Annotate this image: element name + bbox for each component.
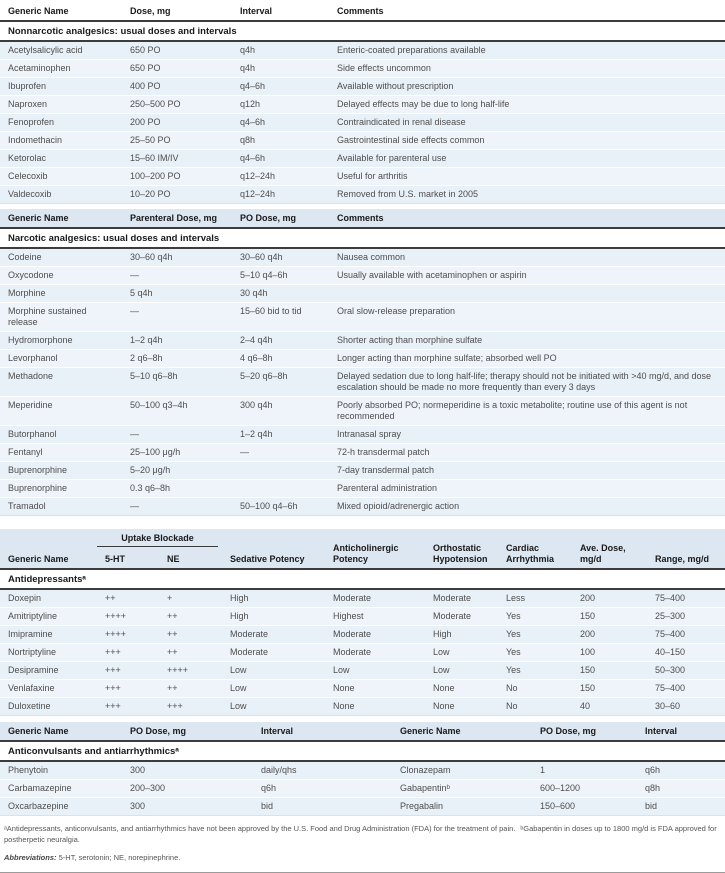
table-cell: 50–100 q3–4h — [122, 397, 232, 426]
table-cell: +++ — [97, 662, 159, 680]
table-cell: 2 q6–8h — [122, 350, 232, 368]
section-header-antidepressants: Antidepressantsᵃ — [0, 569, 725, 589]
drug-name-cell: Phenytoin — [0, 761, 122, 780]
table-cell: 40–150 — [647, 644, 725, 662]
drug-name-cell: Valdecoxib — [0, 186, 122, 204]
table-cell: ++ — [159, 644, 222, 662]
column-group-header-uptake-blockade — [97, 529, 222, 550]
table-row — [0, 285, 725, 303]
column-header-row — [0, 2, 725, 21]
table-cell: Delayed sedation due to long half-life; therapy should not be initiated with >40 mg/d, and dose escalation should be made no more frequently than every 3 days — [329, 368, 725, 397]
table-cell: 15–60 bid to tid — [232, 303, 329, 332]
drug-name-cell: Amitriptyline — [0, 608, 97, 626]
table-cell — [232, 462, 329, 480]
antidepressant-rows — [0, 589, 725, 716]
column-header-generic-name-right: Generic Name — [392, 722, 532, 741]
table-cell: 5–10 q6–8h — [122, 368, 232, 397]
table-row — [0, 644, 725, 662]
table-cell: 30 q4h — [232, 285, 329, 303]
table-cell: 150 — [572, 608, 647, 626]
table-cell: 75–400 — [647, 626, 725, 644]
drug-name-cell: Morphine — [0, 285, 122, 303]
table-row — [0, 798, 725, 816]
footnotes — [4, 823, 719, 845]
nonnarcotic-analgesics-table — [0, 2, 725, 204]
table-cell: None — [325, 698, 425, 716]
table-cell: 25–300 — [647, 608, 725, 626]
table-cell: 200 — [572, 626, 647, 644]
table-cell — [329, 285, 725, 303]
table-cell: 15–60 IM/IV — [122, 150, 232, 168]
table-cell: 300 — [122, 761, 253, 780]
table-cell: Less — [498, 589, 572, 608]
column-header-row — [0, 209, 725, 228]
table-row — [0, 444, 725, 462]
table-cell: Moderate — [325, 644, 425, 662]
table-cell: 100 — [572, 644, 647, 662]
section-header-row — [0, 21, 725, 41]
drug-name-cell: Indomethacin — [0, 132, 122, 150]
table-cell: ++ — [159, 608, 222, 626]
section-header-row — [0, 569, 725, 589]
table-cell: — — [232, 444, 329, 462]
table-cell: q12–24h — [232, 186, 329, 204]
table-cell: 1–2 q4h — [232, 426, 329, 444]
section-header-anticonvulsants: Anticonvulsants and antiarrhythmicsᵃ — [0, 741, 725, 761]
table-cell: Useful for arthritis — [329, 168, 725, 186]
table-cell: Available without prescription — [329, 78, 725, 96]
table-cell: q12h — [232, 96, 329, 114]
table-cell: 25–100 μg/h — [122, 444, 232, 462]
table-cell: q6h — [637, 761, 725, 780]
table-cell: +++ — [97, 644, 159, 662]
column-header-po-dose-right: PO Dose, mg — [532, 722, 637, 741]
table-row — [0, 498, 725, 516]
column-header-generic-name: Generic Name — [0, 209, 122, 228]
table-row — [0, 426, 725, 444]
table-cell: Delayed effects may be due to long half-life — [329, 96, 725, 114]
table-cell: bid — [637, 798, 725, 816]
column-header-comments: Comments — [329, 209, 725, 228]
abbreviations-text: 5-HT, serotonin; NE, norepinephrine. — [58, 853, 181, 862]
table-row — [0, 96, 725, 114]
table-cell: 600–1200 — [532, 780, 637, 798]
table-cell: q4–6h — [232, 150, 329, 168]
table-cell: 400 PO — [122, 78, 232, 96]
table-cell: — — [122, 267, 232, 285]
drug-name-cell: Acetaminophen — [0, 60, 122, 78]
table-row — [0, 248, 725, 267]
column-header-interval-right: Interval — [637, 722, 725, 741]
table-cell: 200–300 — [122, 780, 253, 798]
table-cell: 75–400 — [647, 680, 725, 698]
table-cell: q8h — [232, 132, 329, 150]
drug-name-cell: Tramadol — [0, 498, 122, 516]
table-cell: High — [425, 626, 498, 644]
table-cell: Highest — [325, 608, 425, 626]
table-cell: 25–50 PO — [122, 132, 232, 150]
table-cell: 250–500 PO — [122, 96, 232, 114]
table-cell: Usually available with acetaminophen or aspirin — [329, 267, 725, 285]
column-header-po-dose: PO Dose, mg — [232, 209, 329, 228]
column-header-anticholinergic-potency: Anticholinergic Potency — [325, 529, 425, 569]
column-header-interval-left: Interval — [253, 722, 392, 741]
table-row — [0, 780, 725, 798]
table-row — [0, 608, 725, 626]
column-header-interval: Interval — [232, 2, 329, 21]
table-cell: daily/qhs — [253, 761, 392, 780]
table-cell: — — [122, 498, 232, 516]
table-cell: 1 — [532, 761, 637, 780]
table-cell: 72-h transdermal patch — [329, 444, 725, 462]
table-cell: 1–2 q4h — [122, 332, 232, 350]
table-cell: Yes — [498, 626, 572, 644]
table-cell: 5 q4h — [122, 285, 232, 303]
table-row — [0, 78, 725, 96]
table-row — [0, 662, 725, 680]
table-row — [0, 397, 725, 426]
table-cell: ++++ — [97, 608, 159, 626]
table-row — [0, 168, 725, 186]
drug-name-cell: Ketorolac — [0, 150, 122, 168]
table-cell: Oral slow-release preparation — [329, 303, 725, 332]
table-cell: 200 PO — [122, 114, 232, 132]
drug-name-cell: Oxcarbazepine — [0, 798, 122, 816]
table-cell: 2–4 q4h — [232, 332, 329, 350]
table-cell: Low — [325, 662, 425, 680]
footnote-a: ᵃAntidepressants, anticonvulsants, and antiarrhythmics have not been approved by the U.S. Food and Drug Administration (FDA) for the treatment of pain. — [4, 824, 516, 833]
drug-name-cell: Imipramine — [0, 626, 97, 644]
drug-name-cell: Ibuprofen — [0, 78, 122, 96]
abbreviations — [4, 853, 719, 863]
table-cell: Side effects uncommon — [329, 60, 725, 78]
table-cell: 650 PO — [122, 41, 232, 60]
table-row — [0, 368, 725, 397]
table-cell: Moderate — [325, 589, 425, 608]
table-cell: 50–100 q4–6h — [232, 498, 329, 516]
table-cell: High — [222, 608, 325, 626]
table-cell: Removed from U.S. market in 2005 — [329, 186, 725, 204]
table-cell: 300 q4h — [232, 397, 329, 426]
column-header-row — [0, 722, 725, 741]
table-cell: Gabapentinᵇ — [392, 780, 532, 798]
table-row — [0, 132, 725, 150]
anticonvulsant-rows — [0, 761, 725, 816]
table-cell: 40 — [572, 698, 647, 716]
abbreviations-label: Abbreviations: — [4, 853, 57, 862]
column-header-parenteral-dose: Parenteral Dose, mg — [122, 209, 232, 228]
table-cell: Low — [222, 662, 325, 680]
table-cell: Longer acting than morphine sulfate; absorbed well PO — [329, 350, 725, 368]
table-row — [0, 350, 725, 368]
table-cell: Contraindicated in renal disease — [329, 114, 725, 132]
table-row — [0, 114, 725, 132]
table-cell: None — [325, 680, 425, 698]
table-row — [0, 480, 725, 498]
drug-name-cell: Morphine sustained release — [0, 303, 122, 332]
table-cell — [232, 480, 329, 498]
table-cell: 50–300 — [647, 662, 725, 680]
table-cell: Yes — [498, 608, 572, 626]
table-cell: 5–20 μg/h — [122, 462, 232, 480]
drug-name-cell: Celecoxib — [0, 168, 122, 186]
table-cell: Intranasal spray — [329, 426, 725, 444]
table-cell: No — [498, 680, 572, 698]
table-row — [0, 303, 725, 332]
section-header-row — [0, 228, 725, 248]
table-cell: None — [425, 680, 498, 698]
table-cell: ++ — [159, 680, 222, 698]
drug-name-cell: Buprenorphine — [0, 462, 122, 480]
table-cell: Enteric-coated preparations available — [329, 41, 725, 60]
table-cell: — — [122, 303, 232, 332]
table-cell: q4–6h — [232, 78, 329, 96]
table-cell: Low — [425, 662, 498, 680]
table-row — [0, 462, 725, 480]
table-cell: 150 — [572, 680, 647, 698]
table-cell: q4h — [232, 41, 329, 60]
column-header-dose: Dose, mg — [122, 2, 232, 21]
table-row — [0, 186, 725, 204]
column-header-ave-dose: Ave. Dose, mg/d — [572, 529, 647, 569]
drug-name-cell: Carbamazepine — [0, 780, 122, 798]
table-row — [0, 267, 725, 285]
table-cell: ++++ — [97, 626, 159, 644]
table-cell: Moderate — [425, 608, 498, 626]
drug-name-cell: Butorphanol — [0, 426, 122, 444]
section-header-nonnarcotic: Nonnarcotic analgesics: usual doses and intervals — [0, 21, 725, 41]
table-row — [0, 60, 725, 78]
column-header-po-dose-left: PO Dose, mg — [122, 722, 253, 741]
table-cell: 75–400 — [647, 589, 725, 608]
section-header-narcotic: Narcotic analgesics: usual doses and intervals — [0, 228, 725, 248]
table-cell: Mixed opioid/adrenergic action — [329, 498, 725, 516]
drug-name-cell: Doxepin — [0, 589, 97, 608]
narcotic-rows — [0, 248, 725, 516]
table-cell: Yes — [498, 662, 572, 680]
column-header-orthostatic-hypotension: Orthostatic Hypotension — [425, 529, 498, 569]
drug-name-cell: Fenoprofen — [0, 114, 122, 132]
table-cell: No — [498, 698, 572, 716]
table-cell: Pregabalin — [392, 798, 532, 816]
table-cell: q4h — [232, 60, 329, 78]
footnote-b: ᵇGabapentin in doses up to 1800 mg/d is FDA approved for postherpetic neuralgia. — [4, 824, 717, 844]
column-header-row — [0, 529, 725, 550]
column-header-cardiac-arrhythmia: Cardiac Arrhythmia — [498, 529, 572, 569]
table-gap — [0, 516, 725, 529]
table-cell: ++++ — [159, 662, 222, 680]
table-cell: q8h — [637, 780, 725, 798]
table-cell: None — [425, 698, 498, 716]
table-cell: Low — [425, 644, 498, 662]
table-row — [0, 150, 725, 168]
table-cell: Available for parenteral use — [329, 150, 725, 168]
nonnarcotic-rows — [0, 41, 725, 204]
table-row — [0, 680, 725, 698]
table-cell: q4–6h — [232, 114, 329, 132]
drug-name-cell: Levorphanol — [0, 350, 122, 368]
column-header-range: Range, mg/d — [647, 529, 725, 569]
section-header-row — [0, 741, 725, 761]
table-cell: Moderate — [325, 626, 425, 644]
table-cell: 0.3 q6–8h — [122, 480, 232, 498]
table-row — [0, 41, 725, 60]
table-row — [0, 761, 725, 780]
table-cell: Yes — [498, 644, 572, 662]
drug-name-cell: Buprenorphine — [0, 480, 122, 498]
table-cell: Clonazepam — [392, 761, 532, 780]
drug-name-cell: Naproxen — [0, 96, 122, 114]
table-row — [0, 589, 725, 608]
table-cell: +++ — [97, 680, 159, 698]
table-cell: 5–10 q4–6h — [232, 267, 329, 285]
table-row — [0, 332, 725, 350]
table-cell: bid — [253, 798, 392, 816]
table-cell: 100–200 PO — [122, 168, 232, 186]
table-cell: 300 — [122, 798, 253, 816]
column-header-generic-name: Generic Name — [0, 2, 122, 21]
drug-name-cell: Venlafaxine — [0, 680, 97, 698]
table-cell: 150–600 — [532, 798, 637, 816]
table-cell: Parenteral administration — [329, 480, 725, 498]
drug-name-cell: Codeine — [0, 248, 122, 267]
drug-name-cell: Meperidine — [0, 397, 122, 426]
table-cell: Low — [222, 698, 325, 716]
drug-name-cell: Fentanyl — [0, 444, 122, 462]
table-cell: Nausea common — [329, 248, 725, 267]
table-cell: 30–60 q4h — [122, 248, 232, 267]
table-cell: 10–20 PO — [122, 186, 232, 204]
drug-name-cell: Oxycodone — [0, 267, 122, 285]
table-cell: + — [159, 589, 222, 608]
table-cell: Moderate — [222, 626, 325, 644]
table-cell: Low — [222, 680, 325, 698]
column-header-generic-name: Generic Name — [0, 529, 97, 569]
table-cell: Moderate — [222, 644, 325, 662]
table-cell: ++ — [97, 589, 159, 608]
table-cell: Gastrointestinal side effects common — [329, 132, 725, 150]
column-header-5ht: 5-HT — [97, 550, 159, 569]
table-cell: 4 q6–8h — [232, 350, 329, 368]
column-header-generic-name-left: Generic Name — [0, 722, 122, 741]
table-cell: 650 PO — [122, 60, 232, 78]
column-header-comments: Comments — [329, 2, 725, 21]
table-cell: 150 — [572, 662, 647, 680]
table-cell: 7-day transdermal patch — [329, 462, 725, 480]
table-cell: 5–20 q6–8h — [232, 368, 329, 397]
table-cell: +++ — [97, 698, 159, 716]
table-cell: Moderate — [425, 589, 498, 608]
drug-name-cell: Desipramine — [0, 662, 97, 680]
narcotic-analgesics-table — [0, 209, 725, 516]
table-cell: 30–60 q4h — [232, 248, 329, 267]
table-cell: ++ — [159, 626, 222, 644]
table-cell: — — [122, 426, 232, 444]
uptake-blockade-label: Uptake Blockade — [97, 533, 218, 547]
drug-name-cell: Acetylsalicylic acid — [0, 41, 122, 60]
drug-name-cell: Hydromorphone — [0, 332, 122, 350]
drug-name-cell: Nortriptyline — [0, 644, 97, 662]
drug-name-cell: Duloxetine — [0, 698, 97, 716]
drug-name-cell: Methadone — [0, 368, 122, 397]
table-cell: High — [222, 589, 325, 608]
table-cell: Shorter acting than morphine sulfate — [329, 332, 725, 350]
table-row — [0, 698, 725, 716]
antidepressants-table — [0, 529, 725, 716]
table-row — [0, 626, 725, 644]
table-cell: +++ — [159, 698, 222, 716]
table-cell: 30–60 — [647, 698, 725, 716]
table-cell: 200 — [572, 589, 647, 608]
column-header-sedative-potency: Sedative Potency — [222, 529, 325, 569]
table-cell: q12–24h — [232, 168, 329, 186]
table-cell: q6h — [253, 780, 392, 798]
column-header-ne: NE — [159, 550, 222, 569]
table-cell: Poorly absorbed PO; normeperidine is a toxic metabolite; routine use of this agent is not recommended — [329, 397, 725, 426]
